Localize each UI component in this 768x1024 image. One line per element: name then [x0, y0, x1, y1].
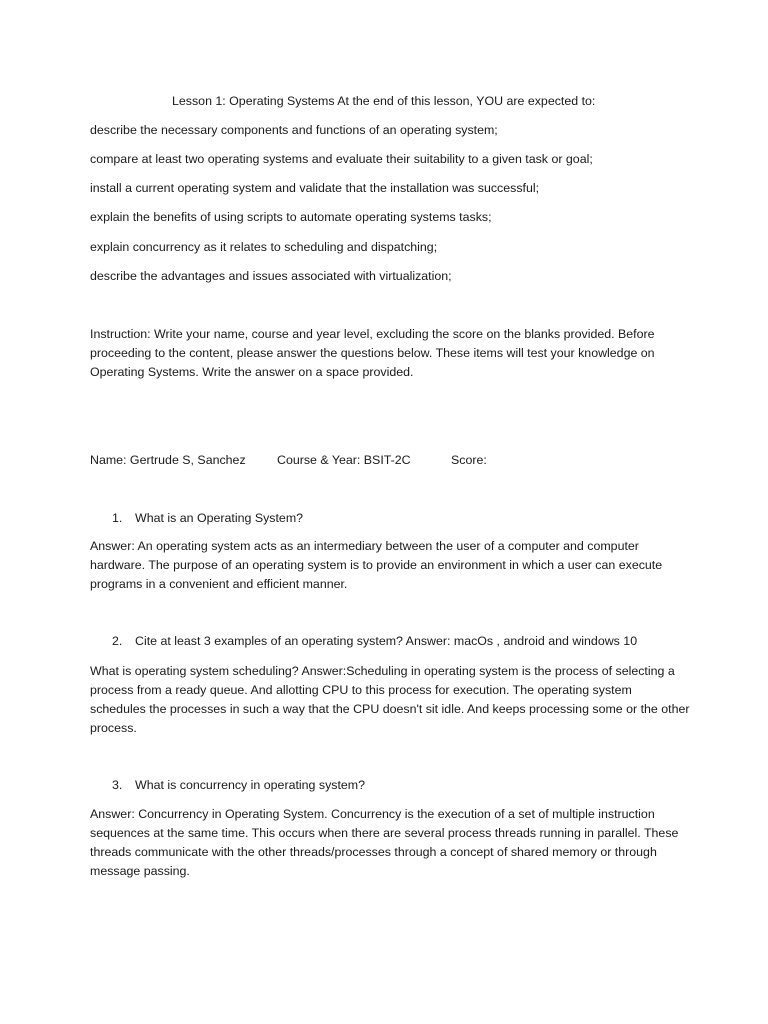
question-number: 1.: [112, 511, 123, 525]
objective-item: install a current operating system and validate that the installation was successful;: [90, 181, 540, 195]
question-number: 2.: [112, 634, 123, 648]
question-text: What is an Operating System?: [135, 511, 304, 525]
question-text: What is concurrency in operating system?: [135, 778, 366, 792]
question-text: Cite at least 3 examples of an operating system? Answer: macOs , android and windows 10: [135, 634, 638, 648]
answer-paragraph: Answer: An operating system acts as an intermediary between the user of a computer and computer hardware. The purpose of an operating system is to provide an environment in which a user can execute programs in a convenient and efficient manner.: [90, 539, 663, 591]
question-number: 3.: [112, 778, 123, 792]
answer-paragraph: What is operating system scheduling? Answer:Scheduling in operating system is the process of selecting a process from a ready queue. And allotting CPU to this process for execution. The operating system schedules the processes in such a way that the CPU doesn't sit idle. And keeps processing some or the other process.: [90, 664, 690, 735]
score-field: Score:: [451, 453, 487, 467]
course-year-field: Course & Year: BSIT-2C: [277, 453, 411, 467]
objective-item: describe the necessary components and functions of an operating system;: [90, 123, 498, 137]
name-field: Name: Gertrude S, Sanchez: [90, 453, 246, 467]
objective-item: explain concurrency as it relates to scheduling and dispatching;: [90, 240, 438, 254]
objective-item: compare at least two operating systems and evaluate their suitability to a given task or goal;: [90, 152, 593, 166]
instruction-paragraph: Instruction: Write your name, course and year level, excluding the score on the blanks provided. Before proceeding to the content, please answer the questions below. These items will test your knowledge on Operating Systems. Write the answer on a space provided.: [90, 327, 655, 379]
objective-item: describe the advantages and issues associated with virtualization;: [90, 269, 452, 283]
lesson-title: Lesson 1: Operating Systems At the end of this lesson, YOU are expected to:: [172, 94, 596, 108]
objective-item: explain the benefits of using scripts to automate operating systems tasks;: [90, 210, 492, 224]
answer-paragraph: Answer: Concurrency in Operating System. Concurrency is the execution of a set of multiple instruction sequences at the same time. This occurs when there are several process threads running in parallel. These threads communicate with the other threads/processes through a concept of shared memory or through message passing.: [90, 807, 679, 878]
